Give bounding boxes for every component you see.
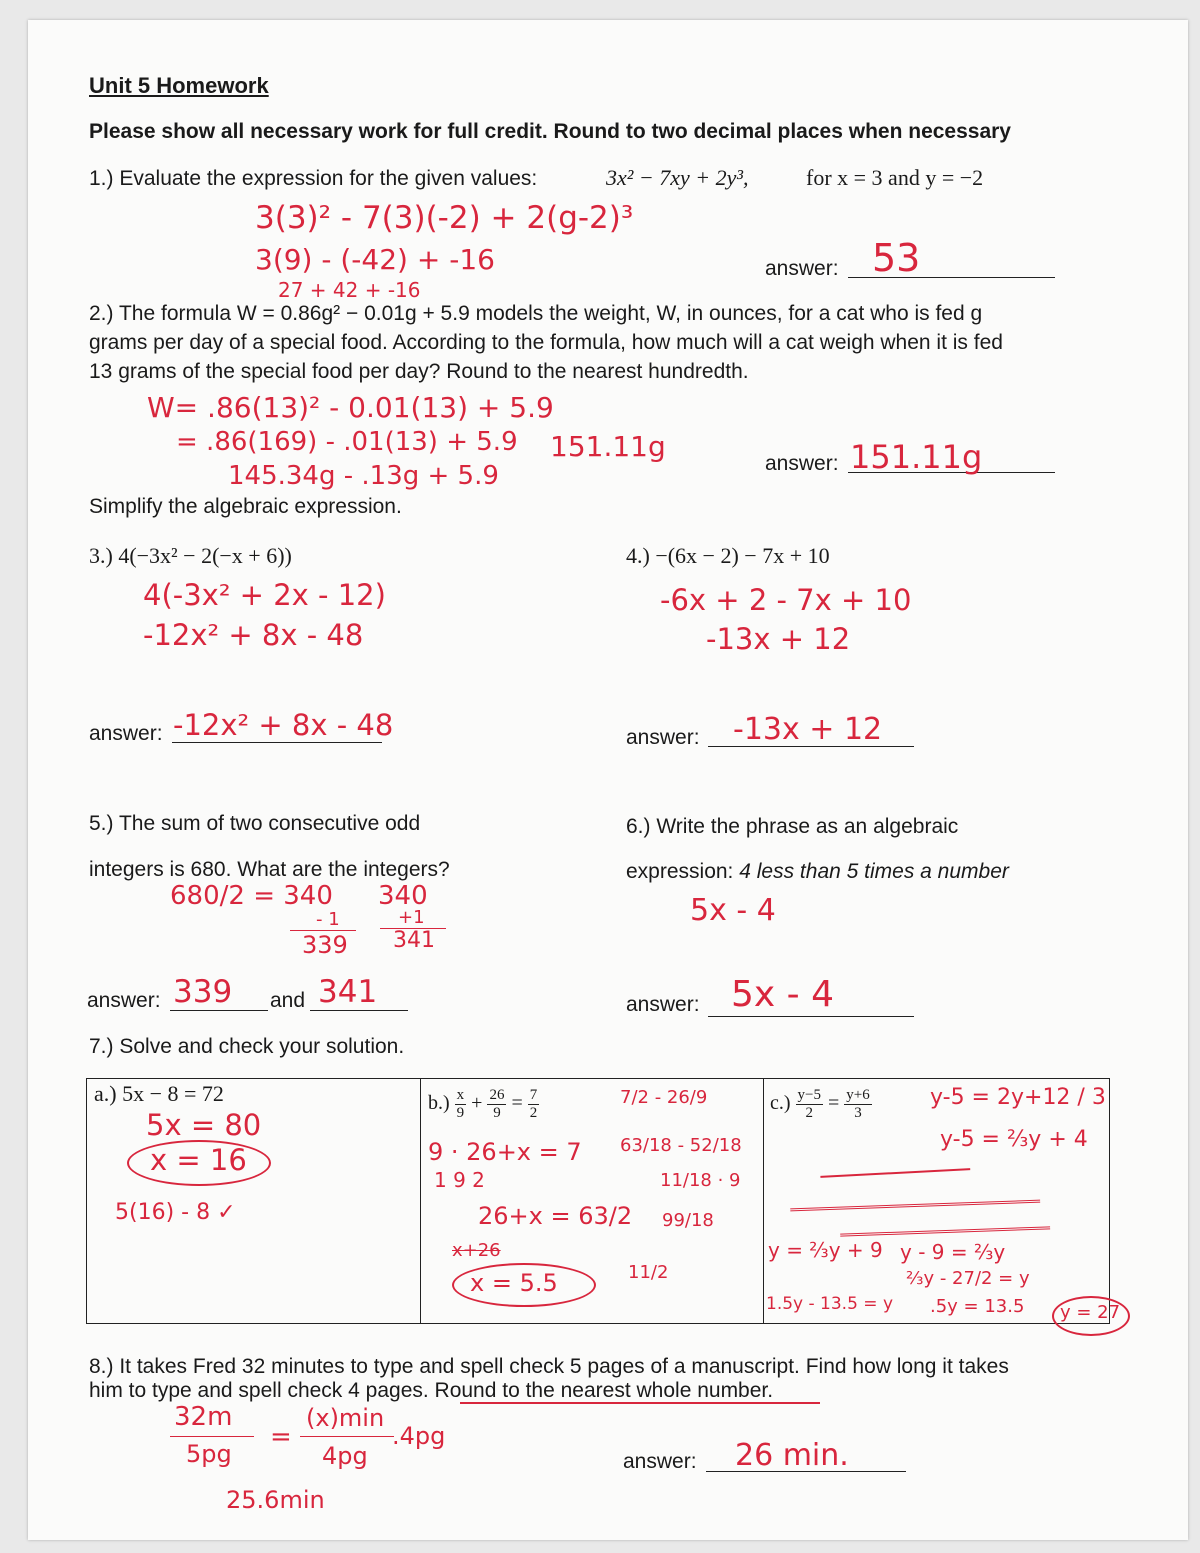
q7c-n1: y−5 [797,1087,822,1103]
q7c-work-line-7: .5y = 13.5 [930,1296,1025,1317]
q3-answer: -12x² + 8x - 48 [173,708,394,742]
q7c-work-line-4: y - 9 = ⅔y [900,1240,1006,1264]
q5-answer-1: 339 [173,974,233,1010]
q7-prompt: 7.) Solve and check your solution. [89,1035,405,1058]
q4-answer-label: answer: [626,726,700,749]
q1-answer-label: answer: [765,257,839,280]
q4-work-line-1: -6x + 2 - 7x + 10 [660,583,912,617]
q6-answer-label: answer: [626,993,700,1016]
q7b-frac-26-over-9 [487,1087,506,1122]
q7c-frac-right [844,1087,871,1122]
q7c-n2: y+6 [846,1087,870,1103]
q7b-7: 7 [529,1087,538,1103]
q7c-answer: y = 27 [1060,1302,1121,1323]
q7c-work-line-1: y-5 = 2y+12 / 3 [930,1085,1106,1110]
q2-answer: 151.11g [850,438,983,476]
q8-answer: 26 min. [735,1438,849,1473]
q3-prompt: 3.) 4(−3x² − 2(−x + 6)) [89,543,292,568]
q5-work-plus: +1 [398,907,425,928]
q7a-answer: x = 16 [150,1143,247,1177]
q7c-d1: 2 [805,1105,814,1121]
q7b-label: b.) [428,1092,450,1115]
q8-line-2: him to type and spell check 4 pages. Round to the nearest whole number. [89,1379,774,1402]
q3-work-line-2: -12x² + 8x - 48 [143,618,364,652]
q6-line-2 [626,860,1009,884]
q5-answer-label: answer: [87,989,161,1012]
q2-line-3: 13 grams of the special food per day? Round to the nearest hundredth. [89,360,749,383]
q2-line-2: grams per day of a special food. According to the formula, how much will a cat weigh when it is fed [89,331,1003,354]
q8-answer-label: answer: [623,1450,697,1473]
q1-expression: 3x² − 7xy + 2y³, [606,165,749,190]
q8-emphasis-underline [460,1402,820,1404]
instructions: Please show all necessary work for full credit. Round to two decimal places when necessary [89,120,1011,143]
q7b-26: 26 [489,1087,505,1103]
q5-line-1: 5.) The sum of two consecutive odd [89,812,421,835]
q7a-work-line-1: 5x = 80 [146,1108,262,1142]
q2-work-line-3: 145.34g - .13g + 5.9 [228,461,499,491]
q1-prompt: 1.) Evaluate the expression for the given values: [89,167,538,190]
q2-answer-label: answer: [765,452,839,475]
q7b-side-1: 7/2 - 26/9 [620,1087,708,1108]
q5-work-result-2: 341 [393,928,435,953]
q7c-prompt: c.) $\frac{y-5}{2}$ = $\frac{y+6}{3}$ [770,1087,870,1121]
q8-work-equals: = [270,1422,292,1452]
q1-answer: 53 [872,236,921,280]
q7b-9b: 9 [493,1105,501,1121]
q3-answer-label: answer: [89,722,163,745]
q7c-work-line-3: y = ⅔y + 9 [768,1238,883,1262]
q8-work-5pg: 5pg [186,1440,232,1468]
q7b-prompt: b.) $\frac{x}{9}$ + $\frac{26}{9}$ = $\frac{7}{2}$ [428,1087,538,1121]
page-title: Unit 5 Homework [89,73,269,98]
q1-work-line-2: 3(9) - (-42) + -16 [255,243,495,276]
q1-work-line-1: 3(3)² - 7(3)(-2) + 2(g-2)³ [255,200,634,236]
q5-work-minus: - 1 [316,909,340,930]
q8-work-rule-right [300,1436,394,1437]
q7c-work-line-2: y-5 = ⅔y + 4 [940,1127,1088,1152]
q7c-d2: 3 [854,1105,862,1121]
q3-answer-line [172,742,382,743]
q8-line-1: 8.) It takes Fred 32 minutes to type and spell check 5 pages of a manuscript. Find how long it takes [89,1355,1009,1378]
q6-work: 5x - 4 [690,893,776,928]
q3-work-line-1: 4(-3x² + 2x - 12) [143,578,386,612]
q7b-frac-7-over-2 [528,1087,540,1122]
q7b-work-line-2: 1 9 2 [434,1168,485,1192]
q5-work-division: 680/2 = 340 [170,881,333,911]
q1-values: for x = 3 and y = −2 [806,165,984,190]
q7b-2: 2 [529,1105,538,1121]
q7b-work-line-3: 26+x = 63/2 [478,1202,633,1230]
q4-answer: -13x + 12 [733,712,883,747]
q8-work-rule-left [170,1436,254,1437]
q7-divider-2 [763,1079,764,1323]
q1-work-line-3: 27 + 42 + -16 [278,278,421,302]
q7c-work-line-5: ⅔y - 27/2 = y [906,1268,1030,1289]
q7b-frac-x-over-9 [455,1087,467,1122]
q7-divider-1 [420,1079,421,1323]
q7a-prompt: a.) 5x − 8 = 72 [94,1081,224,1106]
q2-line-1: 2.) The formula W = 0.86g² − 0.01g + 5.9 models the weight, W, in ounces, for a cat who is fed g [89,302,983,325]
q6-phrase: 4 less than 5 times a number [739,860,1009,883]
q2-work-line-1: W= .86(13)² - 0.01(13) + 5.9 [147,391,554,424]
q7b-work-line-4: x+26 [452,1240,501,1261]
q8-work-multiplier: .4pg [392,1422,446,1450]
q8-work-xmin: (x)min [306,1404,385,1432]
q5-answer-line-1 [170,1010,268,1011]
q6-answer-line [708,1016,914,1017]
q5-and-label: and [270,989,306,1012]
q7b-answer: x = 5.5 [470,1269,558,1297]
q8-work-32m: 32m [174,1402,233,1432]
q7c-work-line-6: 1.5y - 13.5 = y [766,1294,894,1314]
q7a-check: 5(16) - 8 ✓ [115,1200,236,1225]
q5-line-2: integers is 680. What are the integers? [89,858,450,881]
q8-work-4pg: 4pg [322,1442,368,1470]
q7b-side-3: 11/18 · 9 [660,1170,741,1191]
q4-work-line-2: -13x + 12 [706,622,851,656]
q6-line-1: 6.) Write the phrase as an algebraic [626,815,959,838]
q2-side-result: 151.11g [550,430,666,463]
q7b-side-4: 99/18 [662,1210,714,1231]
q4-prompt: 4.) −(6x − 2) − 7x + 10 [626,543,830,568]
q5-answer-2: 341 [318,974,378,1010]
q7b-9: 9 [456,1105,465,1121]
q7b-work-line-1: 9 · 26+x = 7 [428,1138,582,1166]
q5-answer-line-2 [310,1010,408,1011]
q7c-frac-left [796,1087,823,1122]
q7b-side-5: 11/2 [628,1262,669,1283]
q5-work-340: 340 [378,881,428,911]
q7b-x: x [456,1087,465,1103]
simplify-heading: Simplify the algebraic expression. [89,495,402,518]
q8-work-result: 25.6min [226,1486,325,1514]
q2-work-line-2: = .86(169) - .01(13) + 5.9 [176,427,518,457]
q6-answer: 5x - 4 [731,974,834,1015]
q5-work-result-1: 339 [302,931,348,959]
q7b-side-2: 63/18 - 52/18 [620,1135,742,1156]
q6-line-2-prefix: expression: [626,860,740,883]
q7c-label: c.) [770,1092,791,1115]
